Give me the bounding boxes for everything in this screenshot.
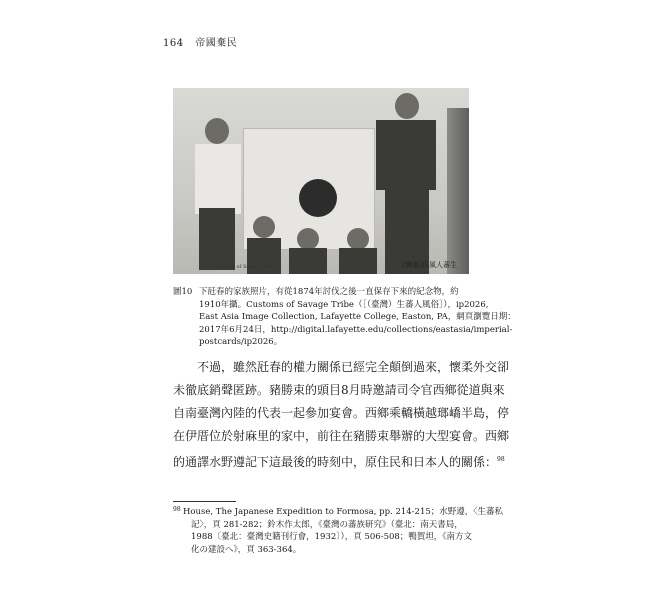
body-line-last: 的通譯水野遵記下這最後的時刻中，原住民和日本人的關係：$^{98}$ xyxy=(173,455,505,469)
footnote-line: 化の建設へ》，頁 363-364。 xyxy=(191,544,302,555)
photo-inscription: (灣臺)俗風人蕃生 xyxy=(402,261,457,269)
child-3-head xyxy=(347,228,369,250)
footnote-number: 98 xyxy=(173,506,181,513)
caption-line: 1910年攝。Customs of Savage Tribe（［（臺灣）生蕃人風俗］），ip2026, xyxy=(199,299,489,310)
child-2-head xyxy=(297,228,319,250)
child-2-body xyxy=(289,248,327,274)
footnote-reference[interactable]: 98 xyxy=(497,456,505,463)
figure-left-head xyxy=(205,118,229,144)
figure-label: 圖10 xyxy=(173,287,193,297)
figure-right-body xyxy=(376,120,436,190)
body-line: 在伊厝位於射麻里的家中，前往在豬勝束舉辦的大型宴會。西鄉 xyxy=(173,429,510,443)
book-title: 帝國棄民 xyxy=(195,38,238,49)
footnote-line: 1988〔臺北：臺灣史籍刊行會，1932〕），頁 506-508；鴨賀坦，《南方文 xyxy=(191,532,473,542)
photo-tree xyxy=(447,108,469,274)
flag-disc xyxy=(299,179,337,217)
caption-line: 2017年6月24日，http://digital.lafayette.edu/collections/eastasia/imperial- xyxy=(199,324,513,335)
caption-line: postcards/ip2026。 xyxy=(199,337,283,347)
footnote-line: 記〉，頁 281-282；鈴木作太郎，《臺灣の蕃族研究》（臺北：南天書局， xyxy=(191,519,463,530)
figure-left-skirt xyxy=(199,208,235,270)
figure-right-head xyxy=(395,93,419,119)
footnote-divider xyxy=(173,501,236,502)
running-header xyxy=(163,34,237,49)
body-paragraph xyxy=(173,356,510,474)
figure-caption xyxy=(173,286,516,349)
page-number: 164 xyxy=(163,38,184,49)
child-3-body xyxy=(339,248,377,274)
footnote xyxy=(173,506,504,556)
body-line: 不過，雖然瓩春的權力關係已經完全顛倒過來，懷柔外交卻 xyxy=(197,360,510,374)
historical-photo xyxy=(173,88,469,274)
caption-line: East Asia Image Collection, Lafayette College, Easton, PA，網頁瀏覽日期： xyxy=(199,312,516,322)
child-1-head xyxy=(253,216,275,238)
footnote-line: House, The Japanese Expedition to Formosa, pp. 214-215；水野遵，〈生蕃私 xyxy=(183,507,504,517)
body-line: 未徹底銷聲匿跡。豬勝束的頭目8月時邀請司令官西鄉從道與來 xyxy=(173,383,505,397)
body-line: 自南臺灣內陸的代表一起參加宴會。西鄉乘轎橫越瑯嶠半島，停 xyxy=(173,406,510,420)
photo-small-caption: Customs of Savage Tribe xyxy=(213,264,277,270)
caption-line: 下瓩春的家族照片，有從1874年討伐之後一直保存下來的紀念物，約 xyxy=(199,287,459,297)
figure-left-body xyxy=(195,144,241,214)
